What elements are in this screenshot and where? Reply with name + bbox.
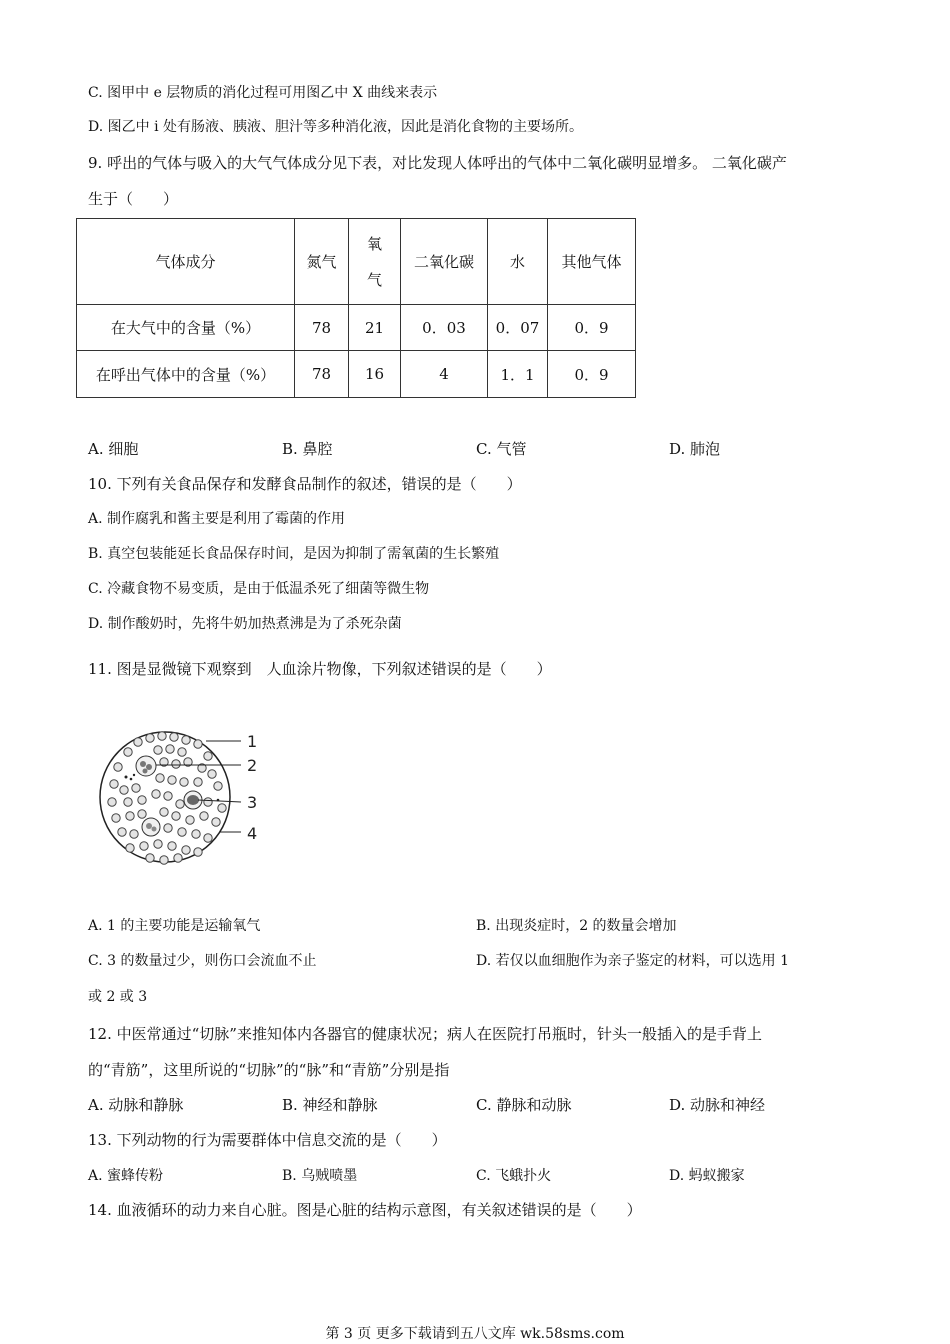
table-header-cell: 氮气	[295, 219, 349, 305]
q12-option-b: B. 神经和静脉	[282, 1096, 378, 1114]
red-blood-cell	[124, 798, 132, 806]
table-cell: 1．1	[488, 351, 548, 398]
gas-composition-table	[76, 218, 636, 398]
white-blood-cell	[142, 818, 160, 836]
red-blood-cell	[118, 828, 126, 836]
red-blood-cell	[182, 846, 190, 854]
red-blood-cell	[212, 818, 220, 826]
red-blood-cell	[172, 812, 180, 820]
q12-option-a: A. 动脉和静脉	[88, 1096, 184, 1114]
table-header-cell: 其他气体	[548, 219, 636, 305]
red-blood-cell	[200, 812, 208, 820]
q13-option-b: B. 乌贼喷墨	[282, 1168, 358, 1184]
table-cell: 0．9	[548, 305, 636, 351]
q9-option-c: C. 气管	[476, 440, 527, 458]
q9-option-d: D. 肺泡	[669, 440, 721, 458]
table-cell: 16	[349, 351, 401, 398]
red-blood-cell	[170, 733, 178, 741]
red-blood-cell	[124, 748, 132, 756]
red-blood-cell	[132, 784, 140, 792]
q10-option-b: B. 真空包装能延长食品保存时间，是因为抑制了需氧菌的生长繁殖	[88, 546, 500, 562]
red-blood-cell	[178, 748, 186, 756]
q11-option-c: C. 3 的数量过少，则伤口会流血不止	[88, 953, 317, 969]
red-blood-cell	[208, 770, 216, 778]
red-blood-cell	[192, 830, 200, 838]
figure-label-2: 2	[247, 756, 258, 775]
red-blood-cell	[164, 792, 172, 800]
red-blood-cell	[146, 854, 154, 862]
q11-option-b: B. 出现炎症时，2 的数量会增加	[476, 918, 677, 934]
red-blood-cell	[120, 786, 128, 794]
red-blood-cell	[154, 746, 162, 754]
red-blood-cell	[194, 740, 202, 748]
red-blood-cell	[154, 840, 162, 848]
red-blood-cell	[156, 774, 164, 782]
q9-stem-line2: 生于（ ）	[88, 190, 179, 208]
red-blood-cell	[158, 732, 166, 740]
red-blood-cell	[176, 800, 184, 808]
page-footer: 第 3 页 更多下载请到五八文库 wk.58sms.com	[325, 1326, 625, 1342]
q10-option-a: A. 制作腐乳和酱主要是利用了霉菌的作用	[88, 511, 346, 527]
q10-option-d: D. 制作酸奶时，先将牛奶加热煮沸是为了杀死杂菌	[88, 616, 402, 632]
red-blood-cell	[164, 824, 172, 832]
red-blood-cell	[134, 738, 142, 746]
table-header-cell: 水	[488, 219, 548, 305]
figure-label-1: 1	[247, 732, 258, 751]
table-cell: 0．07	[488, 305, 548, 351]
red-blood-cell	[214, 782, 222, 790]
q13-stem: 13. 下列动物的行为需要群体中信息交流的是（ ）	[88, 1131, 447, 1149]
table-row	[77, 305, 636, 351]
red-blood-cell	[112, 814, 120, 822]
red-blood-cell	[166, 745, 174, 753]
red-blood-cell	[204, 752, 212, 760]
q13-option-d: D. 蚂蚁搬家	[669, 1168, 745, 1184]
q11-option-d-continued: 或 2 或 3	[88, 989, 148, 1005]
red-blood-cell	[168, 776, 176, 784]
red-blood-cell	[178, 828, 186, 836]
figure-label-4: 4	[247, 824, 258, 843]
red-blood-cell	[138, 796, 146, 804]
red-blood-cell	[168, 842, 176, 850]
red-blood-cell	[194, 848, 202, 856]
q13-option-c: C. 飞蛾扑火	[476, 1168, 552, 1184]
q12-stem-line2: 的“青筋”，这里所说的“切脉”的“脉”和“青筋”分别是指	[88, 1061, 450, 1079]
red-blood-cell	[160, 808, 168, 816]
red-blood-cell	[108, 798, 116, 806]
q9-option-b: B. 鼻腔	[282, 440, 333, 458]
red-blood-cell	[174, 854, 182, 862]
table-cell: 在呼出气体中的含量（%）	[77, 351, 295, 398]
red-blood-cell	[126, 844, 134, 852]
table-cell: 在大气中的含量（%）	[77, 305, 295, 351]
blood-smear-figure	[98, 722, 268, 872]
q12-option-c: C. 静脉和动脉	[476, 1096, 572, 1114]
q11-option-d: D. 若仅以血细胞作为亲子鉴定的材料，可以选用 1	[476, 953, 789, 969]
red-blood-cell	[140, 842, 148, 850]
red-blood-cell	[138, 810, 146, 818]
q14-stem: 14. 血液循环的动力来自心脏。图是心脏的结构示意图，有关叙述错误的是（ ）	[88, 1201, 642, 1219]
table-cell: 0．9	[548, 351, 636, 398]
table-cell: 0．03	[401, 305, 488, 351]
figure-label-3: 3	[247, 793, 258, 812]
red-blood-cell	[182, 736, 190, 744]
q11-option-a: A. 1 的主要功能是运输氧气	[88, 918, 261, 934]
q12-option-d: D. 动脉和神经	[669, 1096, 766, 1114]
table-cell: 78	[295, 351, 349, 398]
table-header-cell: 气体成分	[77, 219, 295, 305]
q11-stem: 11. 图是显微镜下观察到 人血涂片物像，下列叙述错误的是（ ）	[88, 660, 552, 678]
red-blood-cell	[146, 734, 154, 742]
q8-option-c: C. 图甲中 e 层物质的消化过程可用图乙中 X 曲线来表示	[88, 85, 438, 101]
red-blood-cell	[110, 780, 118, 788]
red-blood-cell	[186, 816, 194, 824]
red-blood-cell	[204, 798, 212, 806]
table-cell: 4	[401, 351, 488, 398]
q9-option-a: A. 细胞	[88, 440, 139, 458]
table-header-cell: 二氧化碳	[401, 219, 488, 305]
red-blood-cell	[172, 760, 180, 768]
white-blood-cell	[136, 756, 156, 776]
q13-option-a: A. 蜜蜂传粉	[88, 1168, 164, 1184]
red-blood-cell	[194, 778, 202, 786]
table-header-row	[77, 219, 636, 305]
q9-stem-line1: 9. 呼出的气体与吸入的大气气体成分见下表，对比发现人体呼出的气体中二氧化碳明显增多。 二氧化碳产	[88, 154, 787, 172]
red-blood-cell	[218, 804, 226, 812]
table-cell: 21	[349, 305, 401, 351]
red-blood-cell	[152, 790, 160, 798]
red-blood-cell	[204, 834, 212, 842]
q10-option-c: C. 冷藏食物不易变质，是由于低温杀死了细菌等微生物	[88, 581, 430, 597]
red-blood-cell	[180, 778, 188, 786]
red-blood-cell	[160, 856, 168, 864]
table-cell: 78	[295, 305, 349, 351]
q12-stem-line1: 12. 中医常通过“切脉”来推知体内各器官的健康状况；病人在医院打吊瓶时，针头一般插入的是手背上	[88, 1025, 762, 1043]
red-blood-cell	[114, 763, 122, 771]
table-header-cell: 氧 气	[349, 219, 401, 305]
red-blood-cell	[130, 830, 138, 838]
q10-stem: 10. 下列有关食品保存和发酵食品制作的叙述，错误的是（ ）	[88, 475, 522, 493]
table-row	[77, 351, 636, 398]
red-blood-cell	[126, 812, 134, 820]
q8-option-d: D. 图乙中 i 处有肠液、胰液、胆汁等多种消化液，因此是消化食物的主要场所。	[88, 119, 584, 135]
